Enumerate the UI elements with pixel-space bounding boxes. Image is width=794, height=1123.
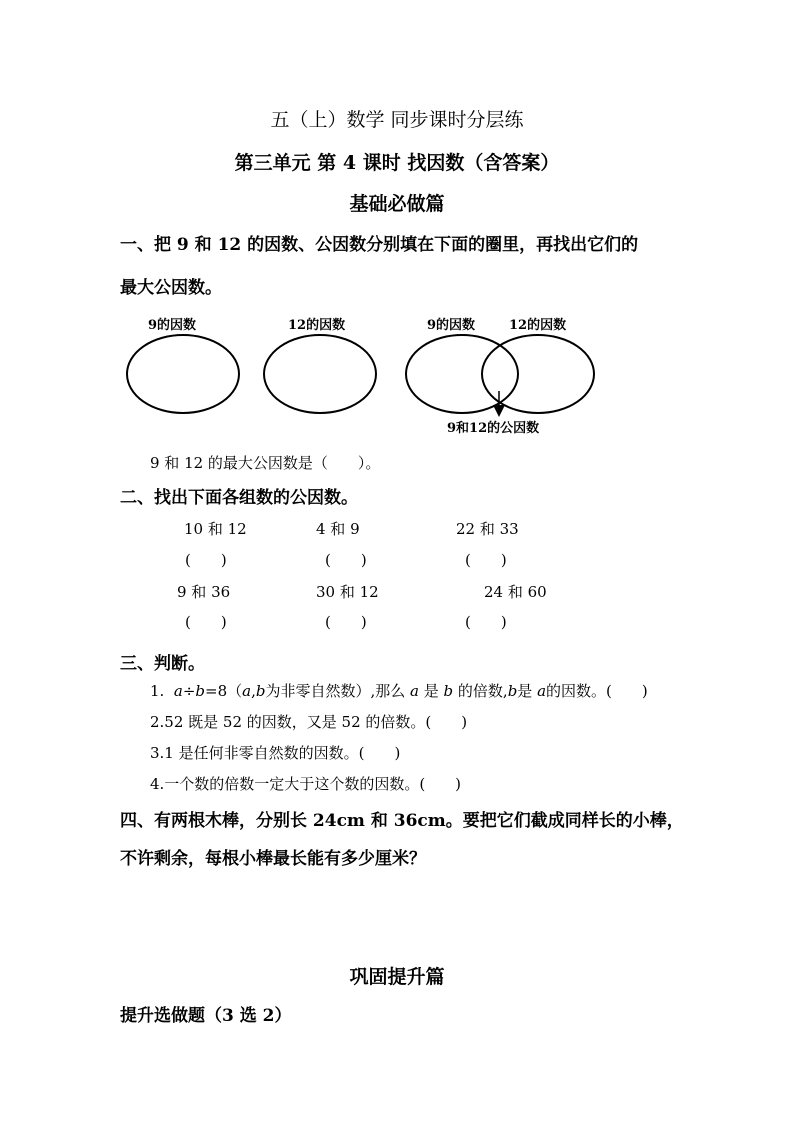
var-a: a <box>173 682 183 700</box>
q2-answer-blank: ( ) <box>325 613 367 631</box>
text-segment: 是 <box>517 682 538 700</box>
q2-pair-label: 10 和 12 <box>184 520 247 538</box>
section-basic-heading: 基础必做篇 <box>349 193 445 215</box>
text-segment: 的因数。( ) <box>546 682 648 700</box>
q2-answer-blank: ( ) <box>185 613 227 631</box>
q2-pair-label: 22 和 33 <box>456 520 519 538</box>
circle-12-factors <box>264 335 376 413</box>
venn-label-12: 12的因数 <box>509 318 567 333</box>
var-a: a <box>410 682 419 700</box>
venn-label-9: 9的因数 <box>427 318 476 333</box>
venn-common-label: 9和12的公因数 <box>447 421 540 436</box>
var-b: b <box>255 682 266 700</box>
page-title: 五（上）数学 同步课时分层练 <box>270 109 524 131</box>
advanced-subheading: 提升选做题（3 选 2） <box>120 1006 292 1026</box>
expr-rest: =8（ <box>205 682 243 700</box>
q2-answer-blank: ( ) <box>465 613 507 631</box>
q2-pair-label: 9 和 36 <box>177 583 231 601</box>
lesson-title: 第三单元 第 4 课时 找因数（含答案） <box>234 152 560 174</box>
q4-line2: 不许剩余，每根小棒最长能有多少厘米？ <box>120 849 426 869</box>
var-a: a <box>242 682 252 700</box>
q1-text-line1: 一、把 9 和 12 的因数、公因数分别填在下面的圈里，再找出它们的 <box>120 235 639 255</box>
q1-text-line2: 最大公因数。 <box>120 278 222 298</box>
label-12-factors: 12的因数 <box>288 318 346 333</box>
var-b: b <box>507 682 518 700</box>
condition-text: 为非零自然数）,那么 <box>265 682 411 700</box>
text-segment: 的倍数, <box>453 682 508 700</box>
q2-pair-label: 24 和 60 <box>484 583 547 601</box>
q1-diagram <box>0 305 794 440</box>
var-b: b <box>443 682 454 700</box>
q2-pair-label: 4 和 9 <box>316 520 360 538</box>
venn-circle-9 <box>406 335 518 413</box>
q3-item-4: 4.一个数的倍数一定大于这个数的因数。( ) <box>150 775 462 793</box>
q2-answer-blank: ( ) <box>325 551 367 569</box>
q3-item-1 <box>150 680 648 701</box>
q3-title: 三、判断。 <box>120 654 205 674</box>
text-segment: 是 <box>423 682 444 700</box>
item-number: 1. <box>150 682 165 700</box>
q3-item-3: 3.1 是任何非零自然数的因数。( ) <box>150 744 401 762</box>
q2-answer-blank: ( ) <box>465 551 507 569</box>
q1-answer-line: 9 和 12 的最大公因数是（ ）。 <box>150 454 381 472</box>
var-a: a <box>537 682 547 700</box>
q2-answer-blank: ( ) <box>185 551 227 569</box>
circle-9-factors <box>127 335 239 413</box>
label-9-factors: 9的因数 <box>148 318 197 333</box>
separator: , <box>251 682 256 700</box>
var-b: b <box>195 682 205 700</box>
q4-line1: 四、有两根木棒，分别长 24cm 和 36cm。要把它们截成同样长的小棒， <box>120 811 684 831</box>
section-advanced-heading: 巩固提升篇 <box>349 966 445 988</box>
q2-pair-label: 30 和 12 <box>316 583 379 601</box>
q2-title: 二、找出下面各组数的公因数。 <box>120 488 358 508</box>
q3-item-2: 2.52 既是 52 的因数，又是 52 的倍数。( ) <box>150 713 468 731</box>
operator: ÷ <box>182 682 196 700</box>
